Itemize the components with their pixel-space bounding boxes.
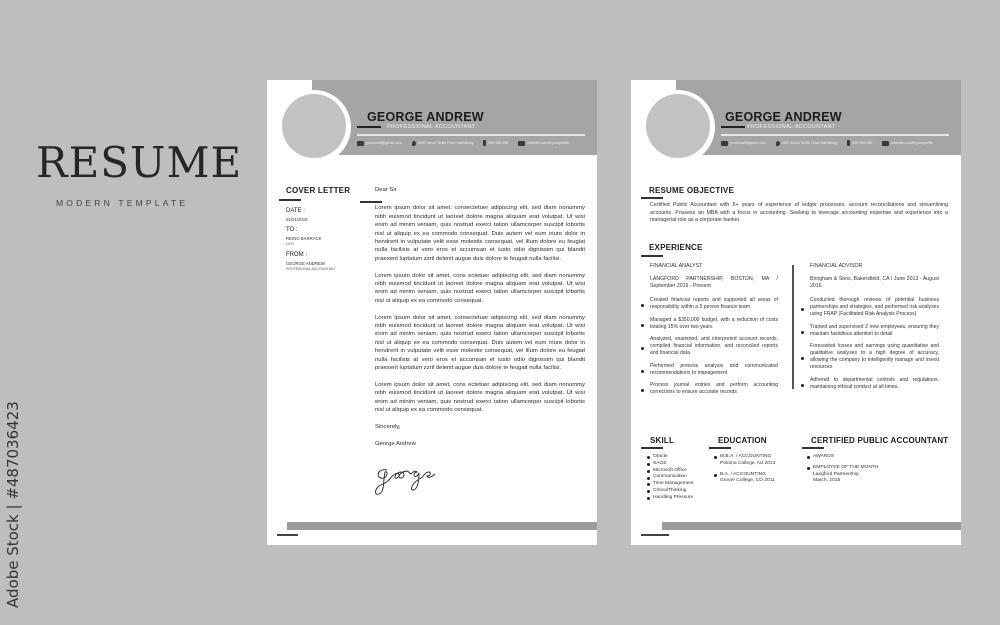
award-item: EMPLOYEE OF THE MONTH Langford Partnership March, 2015	[807, 465, 878, 485]
skill-item: Time Management	[647, 481, 694, 488]
envelope-icon	[357, 141, 364, 146]
job-bullet: Adhered to departmental controls and regulations, maintaining ethical conduct at all times.	[810, 376, 939, 390]
job-bullet: Performed process analysis and communicated recommendations to management	[650, 362, 778, 376]
candidate-role: PROFESSIONAL ACCOUNTANT	[747, 124, 836, 130]
footer-band	[662, 522, 961, 530]
contact-strip	[357, 140, 592, 146]
linkedin-icon	[518, 141, 525, 146]
contact-strip	[721, 140, 956, 146]
from-label: FROM :	[286, 252, 307, 258]
to-label: TO :	[286, 227, 298, 233]
contact-phone: 895 555 555	[483, 140, 508, 146]
recipient-name: REINO BARRACK	[286, 236, 322, 241]
section-rule	[802, 447, 824, 449]
job-bullet: Analyzed, examined, and interpreted account records, compiled financial information, and reconciled reports and financial data	[650, 336, 778, 356]
stock-watermark-label: Adobe Stock | #487036423	[4, 401, 22, 608]
letter-closing: Sincerely,	[375, 423, 401, 430]
job-meta: Bringham & Sons, Bakersfield, CA / June 2013 - August 2016	[810, 276, 939, 290]
job-bullet: Process journal entries and perform accounting corrections to ensure accurate records	[650, 382, 778, 395]
profile-photo-placeholder	[282, 94, 346, 158]
header-divider	[357, 134, 585, 136]
section-rule	[641, 255, 663, 257]
letter-paragraph: Lorem ipsum dolor sit amet, cons ectetuer adipiscing elit, sed diam nonummy nibh euismod tincidunt ut laoreet dolore magna aliquam erat volutpat. Ut wisi enim ad minim veniam, quis nostrud exerci tation ullamcorper suscipit lobortis nisl ut aliquip ex ea commodo consequat.	[375, 272, 585, 304]
linkedin-icon	[882, 141, 889, 146]
skill-item: Microsoft Office	[647, 468, 694, 475]
education-title: EDUCATION	[718, 436, 767, 445]
profile-photo-placeholder	[646, 94, 710, 158]
sender-title: PROFESIONAL ACCOUNTANT	[286, 267, 336, 271]
footer-rule	[641, 534, 669, 536]
header-divider	[721, 134, 949, 136]
section-rule	[279, 199, 301, 201]
letter-paragraph: Lorem ipsum dolor sit amet, consectetuer adipiscing elit, sed diam nonummy nibh euismod tincidunt ut laoreet dolore magna aliquam erat volutpat. Ut wisi enim ad minim veniam, quis nostrud exerci tation ullamcorper suscipit lobortis nisl ut aliquip ex ea commodo consequat. Duis autem vel eum iriure dolor in hendrerit in vulputate velit esse molestie consequat, vel illum dolore eu feugiat nulla facilisis at vero eros et accumsan et iusto odio dignissim qui blandit praesent luptatum zzril delenit augue duis dolore te feugait nulla facilisi.	[375, 205, 585, 262]
footer-rule	[277, 534, 298, 536]
job-meta: LANGFORD PARTNERSHIP, BOSTON, MA / September 2016 - Present	[650, 276, 778, 290]
objective-text: Certified Public Accountant with 5+ years of experience of ledger processes, account reconciliations and streamlining accounts. Possess an MBA with a focus in accounting. Seeking to leverage accounting expertise and experience into a managerial role as a corporate banker.	[650, 202, 948, 224]
job-title: FINANCIAL ANALYST	[650, 263, 703, 269]
job-bullets	[650, 297, 778, 402]
contact-email: youremail@gmail.com	[721, 141, 766, 146]
candidate-name: GEORGE ANDREW	[367, 110, 484, 124]
education-item: M.B.A. / ACCOUNTING Poloma College, NJ 2013	[714, 454, 775, 468]
name-accent-rule	[357, 126, 381, 128]
skills-list	[647, 454, 694, 502]
contact-address: 4597 Aaron Smith Drive Harrisburg	[412, 141, 474, 146]
job-bullet: Conducted thorough reviews of potential business partnerships and strategies, and performed risk analyses using FRAP (Facilitated Risk Analysis Process)	[810, 297, 939, 317]
job-bullet: Forecasted losses and earnings using quantitative and qualitative analyses to a high degree of accuracy, allowing the company to intelligently manage and invest resources	[810, 343, 939, 370]
phone-icon	[847, 140, 850, 146]
skill-item: Handling Pressure	[647, 495, 694, 502]
cover-letter-title: COVER LETTER	[286, 186, 351, 195]
experience-title: EXPERIENCE	[649, 243, 703, 252]
job-bullet: Managed a $350,000 budget, with a reduction of costs totaling 15% over two years	[650, 316, 778, 330]
section-rule	[641, 197, 663, 199]
column-divider	[792, 265, 794, 389]
skill-item: Communication	[647, 474, 694, 481]
name-accent-rule	[721, 126, 745, 128]
job-bullets	[810, 297, 939, 396]
envelope-icon	[721, 141, 728, 146]
letter-signer: George Andrew	[375, 440, 416, 447]
date-value: 01/01/2019	[286, 217, 308, 222]
letter-greeting: Dear Sir	[375, 187, 397, 193]
sender-name: GEORGE ANDREW	[286, 261, 325, 266]
resume-page	[631, 80, 961, 545]
cpa-title: CERTIFIED PUBLIC ACCOUNTANT	[811, 436, 949, 445]
signature-graphic	[373, 458, 453, 498]
education-item: B.A. / ACCOUNTING Grover College, CO 2011	[714, 472, 775, 486]
letter-body	[375, 186, 585, 457]
award-item: AWARDS	[807, 454, 878, 461]
brand-subtitle: MODERN TEMPLATE	[56, 198, 189, 208]
recipient-title: CEO	[286, 242, 294, 246]
date-label: DATE :	[286, 208, 305, 214]
footer-band	[287, 522, 597, 530]
candidate-name: GEORGE ANDREW	[725, 110, 842, 124]
letter-paragraph: Lorem ipsum dolor sit amet, consectetuer adipiscing elit, sed diam nonummy nibh euismod tincidunt ut laoreet dolore magna aliquam erat volutpat. Ut wisi enim ad minim veniam, quis nostrud exerci tation ullamcorper suscipit lobortis nisl ut aliquip ex ea commodo consequat. Duis autem vel eum iriure dolor in hendrerit in vulputate velit esse molestie consequat, vel illum dolore eu feugiat nulla facilisis at vero eros et accumsan et iusto odio dignissim qui blandit praesent luptatum zzril delenit augue duis dolore te feugait nulla facilisi.	[375, 314, 585, 372]
education-list	[714, 454, 775, 489]
candidate-role: PROFESSIONAL ACCOUNTANT	[387, 124, 476, 130]
letter-paragraph: Lorem ipsum dolor sit amet, cons ectetuer adipiscing elit, sed diam nonummy nibh euismod tincidunt ut laoreet dolore magna aliquam erat volutpat. Ut wisi enim ad minim veniam, quis nostrud exerci tation ullamcorper suscipit lobortis nisl ut aliquip ex ea commodo consequat.	[375, 381, 585, 414]
contact-phone: 895 555 555	[847, 140, 872, 146]
contact-address: 4597 Aaron Smith Drive Harrisburg	[776, 141, 838, 146]
skill-item: Oracle	[647, 454, 694, 461]
map-pin-icon	[412, 141, 416, 146]
map-pin-icon	[776, 141, 780, 146]
contact-linkedin: linkedin.com/in/yourprofile	[518, 141, 569, 146]
cover-letter-page	[267, 80, 597, 545]
skill-item: SAGE	[647, 461, 694, 468]
job-bullet: Trained and supervised 2 new employees, ensuring they maintain fastidious attention to detail	[810, 323, 939, 337]
job-title: FINANCIAL ADVISOR	[810, 263, 863, 269]
skill-item: CriticalThinking	[647, 488, 694, 495]
section-rule	[709, 447, 731, 449]
phone-icon	[483, 140, 486, 146]
job-bullet: Created financial reports and supported all areas of responsibility within a 5 person finance team	[650, 297, 778, 310]
objective-title: RESUME OBJECTIVE	[649, 186, 734, 195]
section-rule	[641, 447, 663, 449]
contact-linkedin: linkedin.com/in/yourprofile	[882, 141, 933, 146]
skill-title: SKILL	[650, 436, 675, 445]
contact-email: youremail@gmail.com	[357, 141, 402, 146]
brand-title: RESUME	[36, 138, 243, 187]
awards-list	[807, 454, 878, 489]
